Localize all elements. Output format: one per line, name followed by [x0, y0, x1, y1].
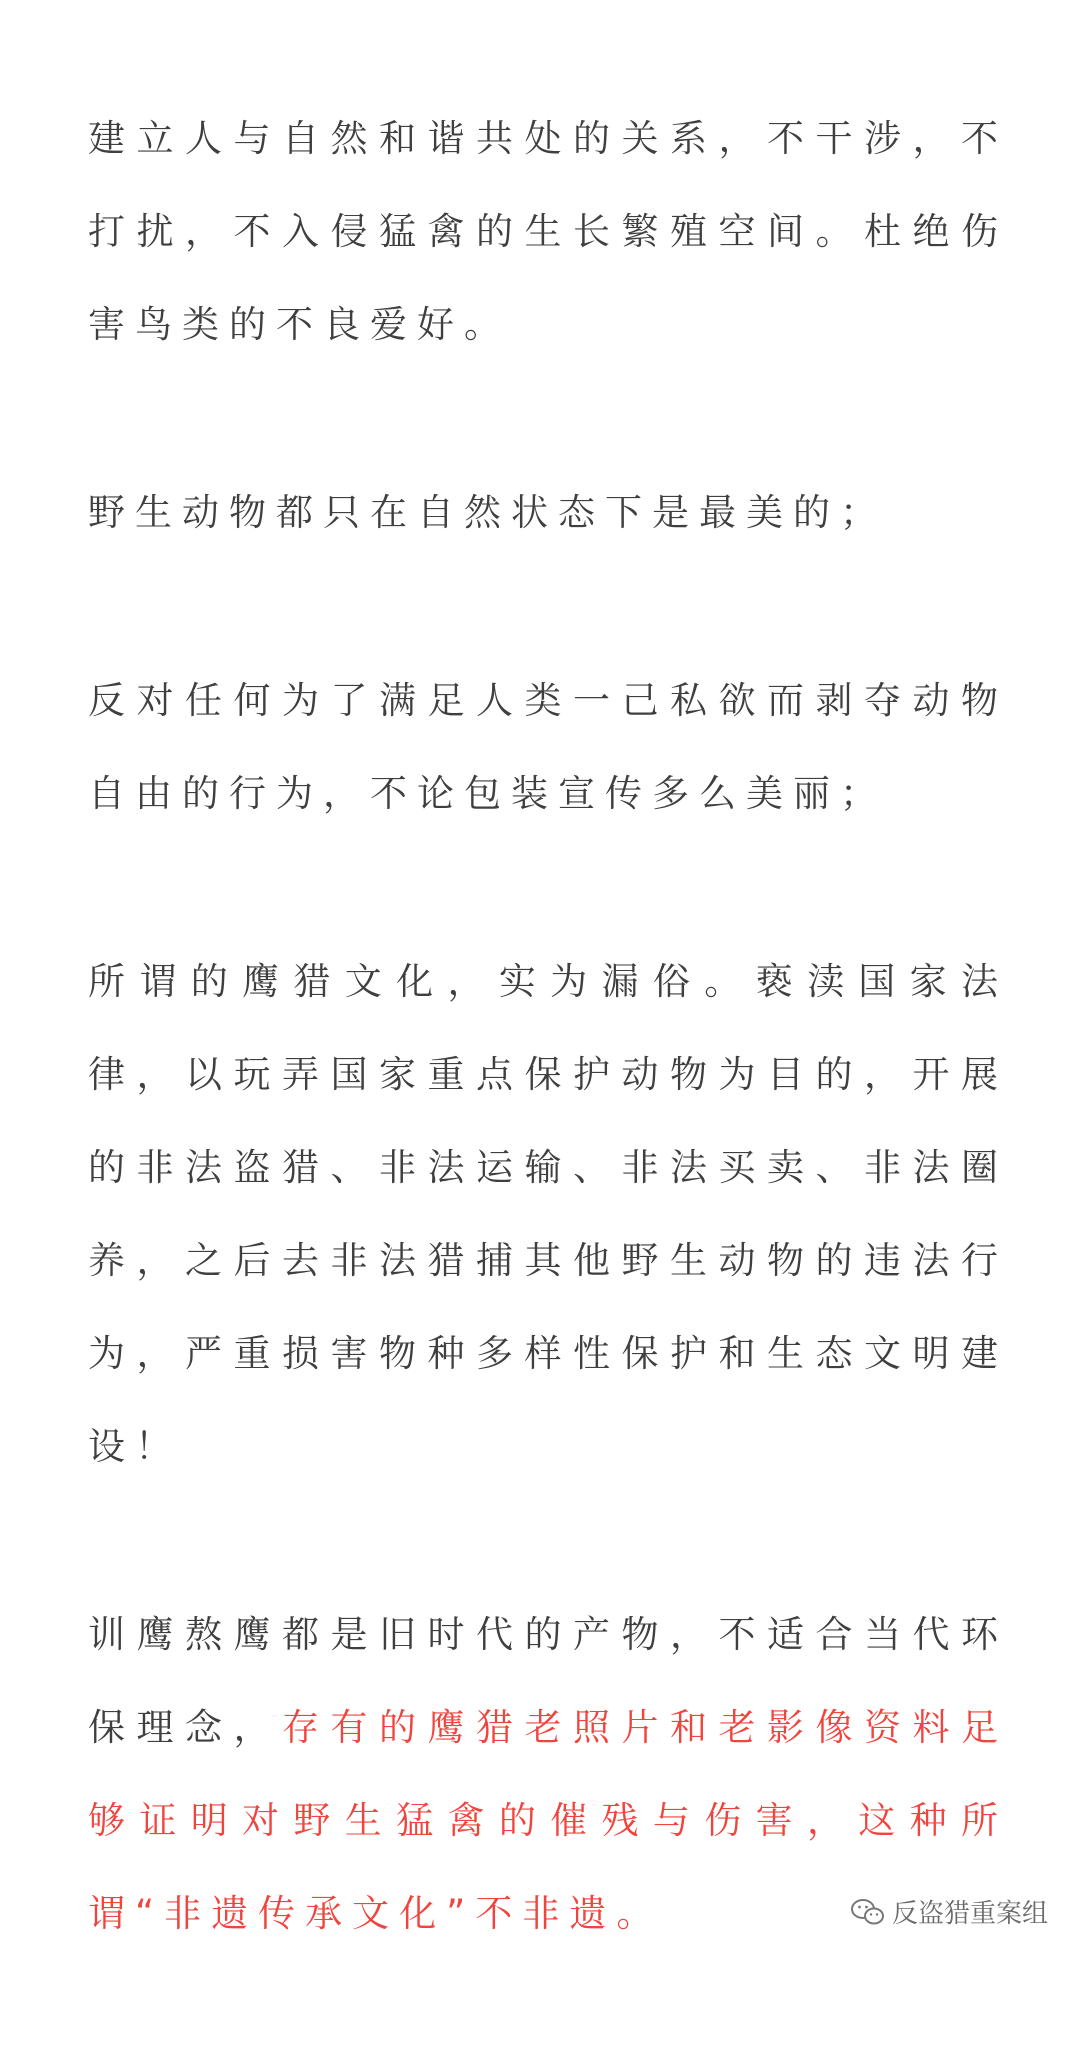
paragraph-3: 反对任何为了满足人类一己私欲而剥夺动物自由的行为，不论包装宣传多么美丽；: [88, 679, 1008, 815]
paragraph-5-normal-text: 训鹰熬鹰都是旧时代的产物，不适合当代环保理念，: [88, 1613, 1008, 1749]
wechat-icon: [850, 1898, 886, 1926]
paragraph-2: 野生动物都只在自然状态下是最美的；: [88, 491, 887, 534]
article-body: [88, 92, 1008, 2055]
paragraph-4: 所谓的鹰猎文化，实为漏俗。亵渎国家法律，以玩弄国家重点保护动物为目的，开展的非法盗猎、非法运输、非法买卖、非法圈养，之后去非法猎捕其他野生动物的违法行为，严重损害物种多样性保护和生态文明建设！: [88, 960, 1008, 1468]
watermark-label: 反盗猎重案组: [891, 1899, 1048, 1929]
paragraph-5-highlight-text: 存有的鹰猎老照片和老影像资料足够证明对野生猛禽的催残与伤害，这种所谓“非遗传承文化”不非遗。: [88, 1706, 1008, 1935]
watermark: [850, 1893, 1048, 1930]
paragraph-1: 建立人与自然和谐共处的关系，不干涉，不打扰，不入侵猛禽的生长繁殖空间。杜绝伤害鸟类的不良爱好。: [88, 117, 1008, 346]
